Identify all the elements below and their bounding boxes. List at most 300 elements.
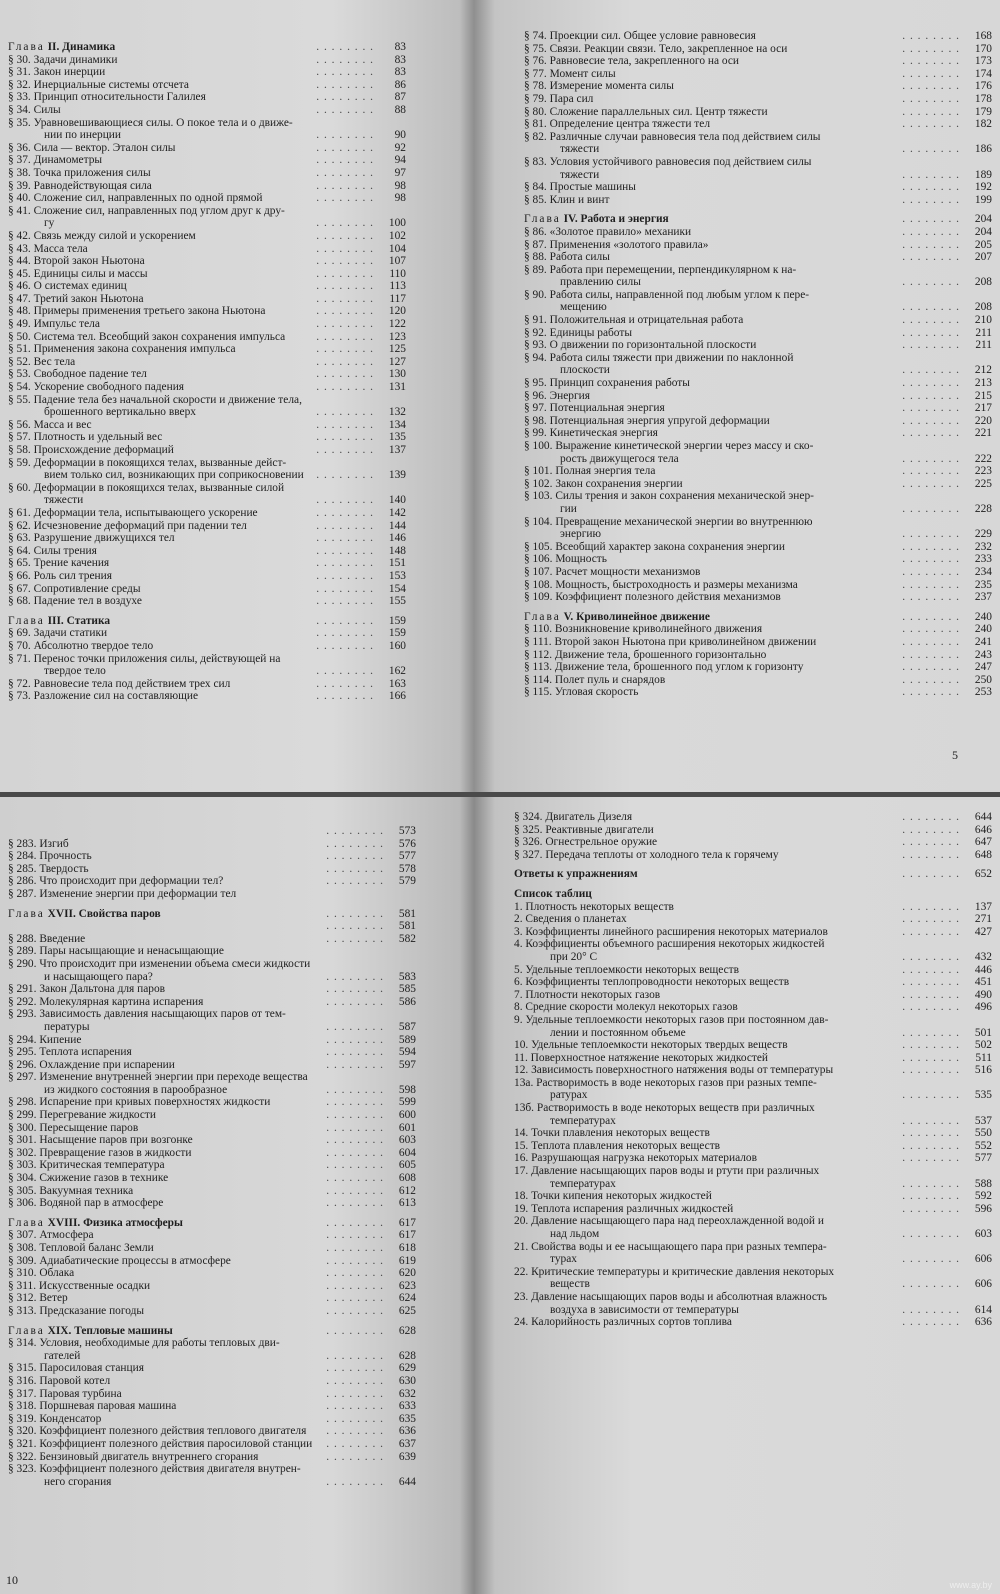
toc-entry bbox=[8, 419, 406, 432]
toc-entry bbox=[514, 836, 992, 849]
toc-entry bbox=[514, 1241, 992, 1254]
page-ref: 241 bbox=[974, 635, 992, 648]
toc-entry bbox=[524, 251, 992, 264]
toc-entry bbox=[514, 976, 992, 989]
entry-title: при 20° С bbox=[550, 950, 598, 963]
entry-title: § 87. Применения «золотого правила» bbox=[524, 238, 709, 251]
entry-title: Ответы к упражнениям bbox=[514, 868, 638, 881]
entry-title: § 59. Деформации в покоящихся телах, вызванные дейст- bbox=[8, 456, 287, 469]
entry-title: § 62. Исчезновение деформаций при падении тел bbox=[8, 519, 247, 532]
dot-leader: . . . . . . . . bbox=[326, 1172, 384, 1185]
page-ref: 90 bbox=[394, 129, 406, 142]
toc-entry bbox=[8, 1400, 416, 1413]
dot-leader: . . . . . . . . bbox=[316, 91, 374, 104]
page-ref: 628 bbox=[398, 1324, 416, 1337]
dot-leader: . . . . . . . . bbox=[316, 444, 374, 456]
toc-entry bbox=[8, 230, 406, 243]
page-ref: 617 bbox=[398, 1216, 416, 1229]
toc-entry bbox=[514, 1064, 992, 1077]
dot-leader: . . . . . . . . bbox=[902, 1190, 960, 1203]
dot-leader: . . . . . . . . bbox=[902, 1278, 960, 1291]
entry-title: § 52. Вес тела bbox=[8, 355, 76, 368]
page-ref: 83 bbox=[394, 53, 406, 66]
entry-title: правлению силы bbox=[560, 276, 641, 289]
entry-title: § 79. Пара сил bbox=[524, 92, 594, 105]
entry-title: § 38. Точка приложения силы bbox=[8, 166, 151, 179]
entry-title: § 88. Работа силы bbox=[524, 251, 610, 264]
page-ref: 155 bbox=[388, 595, 406, 608]
toc-entry bbox=[514, 1115, 992, 1128]
entry-title: § 41. Сложение сил, направленных под углом друг к дру- bbox=[8, 204, 285, 217]
toc-entry bbox=[8, 180, 406, 193]
entry-title: плоскости bbox=[560, 364, 610, 377]
toc-entry bbox=[524, 93, 992, 106]
dot-leader: . . . . . . . . bbox=[316, 665, 374, 678]
entry-title: § 30. Задачи динамики bbox=[8, 53, 118, 66]
entry-title: § 96. Энергия bbox=[524, 389, 591, 402]
entry-title: § 74. Проекции сил. Общее условие равновесия bbox=[524, 30, 756, 42]
dot-leader: . . . . . . . . bbox=[902, 1064, 960, 1077]
toc-list bbox=[8, 34, 406, 703]
entry-title: § 56. Масса и вес bbox=[8, 418, 92, 431]
dot-leader: . . . . . . . . bbox=[316, 595, 374, 608]
dot-leader: . . . . . . . . bbox=[902, 1051, 960, 1064]
entry-title: § 285. Твердость bbox=[8, 862, 89, 875]
toc-entry bbox=[8, 1425, 416, 1438]
toc-entry bbox=[524, 490, 992, 503]
dot-leader: . . . . . . . . bbox=[902, 1202, 960, 1215]
dot-leader: . . . . . . . . bbox=[902, 213, 960, 226]
toc-entry bbox=[8, 1476, 416, 1489]
toc-entry bbox=[8, 469, 406, 482]
entry-title: § 108. Мощность, быстроходность и размеры механизма bbox=[524, 578, 798, 591]
entry-title: § 314. Условия, необходимые для работы тепловых дви- bbox=[8, 1337, 280, 1350]
dot-leader: . . . . . . . . bbox=[326, 920, 384, 933]
dot-leader: . . . . . . . . bbox=[326, 1450, 384, 1463]
dot-leader: . . . . . . . . bbox=[326, 1159, 384, 1172]
page-ref: 624 bbox=[398, 1292, 416, 1305]
page-ref: 598 bbox=[398, 1083, 416, 1096]
entry-title: § 295. Теплота испарения bbox=[8, 1046, 132, 1059]
page-ref: 204 bbox=[974, 213, 992, 226]
entry-title: § 304. Сжижение газов в технике bbox=[8, 1172, 169, 1185]
chapter-heading bbox=[8, 615, 406, 628]
dot-leader: . . . . . . . . bbox=[902, 30, 960, 42]
entry-title: § 322. Бензиновый двигатель внутреннего сгорания bbox=[8, 1450, 259, 1463]
toc-entry bbox=[524, 106, 992, 119]
entry-title: § 319. Конденсатор bbox=[8, 1412, 102, 1425]
toc-entry bbox=[524, 402, 992, 415]
dot-leader: . . . . . . . . bbox=[902, 193, 960, 206]
page-ref: 83 bbox=[394, 41, 406, 53]
toc-entry bbox=[8, 640, 406, 653]
chapter-title: XVII. Свойства паров bbox=[47, 907, 161, 920]
entry-title: 2. Сведения о планетах bbox=[514, 913, 627, 926]
page-ref: 581 bbox=[398, 907, 416, 920]
page-ref: 644 bbox=[398, 1475, 416, 1488]
toc-list bbox=[524, 30, 992, 699]
entry-title: § 288. Введение bbox=[8, 932, 86, 945]
page-ref: 146 bbox=[388, 532, 406, 545]
dot-leader: . . . . . . . . bbox=[902, 1089, 960, 1102]
toc-entry bbox=[8, 678, 406, 691]
toc-entry bbox=[524, 541, 992, 554]
entry-title: § 45. Единицы силы и массы bbox=[8, 267, 148, 280]
entry-title bbox=[8, 1325, 173, 1338]
dot-leader: . . . . . . . . bbox=[316, 406, 374, 419]
entry-title: § 75. Связи. Реакции связи. Тело, закрепленное на оси bbox=[524, 42, 788, 55]
dot-leader: . . . . . . . . bbox=[316, 418, 374, 431]
toc-page-bottom-left bbox=[0, 797, 474, 1594]
dot-leader: . . . . . . . . bbox=[902, 1316, 960, 1329]
dot-leader: . . . . . . . . bbox=[326, 875, 384, 888]
page-ref: 98 bbox=[394, 192, 406, 205]
page-ref: 102 bbox=[388, 229, 406, 242]
entry-title: § 114. Полет пуль и снарядов bbox=[524, 673, 666, 686]
dot-leader: . . . . . . . . bbox=[326, 1216, 384, 1229]
toc-entry bbox=[8, 996, 416, 1009]
toc-entry bbox=[8, 457, 406, 470]
page-ref: 612 bbox=[398, 1184, 416, 1197]
toc-entry bbox=[514, 824, 992, 837]
dot-leader: . . . . . . . . bbox=[902, 610, 960, 623]
toc-entry bbox=[524, 55, 992, 68]
dot-leader: . . . . . . . . bbox=[902, 963, 960, 976]
entry-title: § 55. Падение тела без начальной скорости и движение тела, bbox=[8, 393, 302, 406]
entry-title: 10. Удельные теплоемкости некоторых твердых веществ bbox=[514, 1039, 788, 1052]
entry-title bbox=[8, 41, 115, 54]
entry-title: § 109. Коэффициент полезного действия механизмов bbox=[524, 591, 781, 604]
entry-title: ратурах bbox=[550, 1089, 588, 1102]
page-ref: 604 bbox=[398, 1146, 416, 1159]
toc-entry bbox=[8, 507, 406, 520]
toc-entry bbox=[524, 377, 992, 390]
dot-leader: . . . . . . . . bbox=[326, 1279, 384, 1292]
dot-leader: . . . . . . . . bbox=[316, 519, 374, 532]
toc-entry bbox=[8, 368, 406, 381]
entry-title bbox=[8, 1217, 183, 1230]
page-ref: 229 bbox=[974, 528, 992, 541]
toc-entry bbox=[8, 142, 406, 155]
toc-entry bbox=[514, 901, 992, 914]
toc-entry bbox=[8, 205, 406, 218]
toc-entry bbox=[8, 1034, 416, 1047]
toc-entry bbox=[514, 1203, 992, 1216]
dot-leader: . . . . . . . . bbox=[902, 364, 960, 377]
toc-entry bbox=[524, 194, 992, 207]
entry-title: § 31. Закон инерции bbox=[8, 66, 106, 79]
dot-leader: . . . . . . . . bbox=[326, 1387, 384, 1400]
page-ref: 451 bbox=[974, 976, 992, 989]
entry-title: нии по инерции bbox=[44, 129, 122, 142]
dot-leader: . . . . . . . . bbox=[902, 80, 960, 93]
toc-entry bbox=[524, 264, 992, 277]
toc-entry bbox=[524, 181, 992, 194]
chapter-heading bbox=[524, 213, 992, 226]
entry-title: § 42. Связь между силой и ускорением bbox=[8, 229, 196, 242]
entry-title: температурах bbox=[550, 1114, 616, 1127]
entry-title: § 305. Вакуумная техника bbox=[8, 1184, 134, 1197]
toc-entry bbox=[8, 1375, 416, 1388]
page-ref: 211 bbox=[975, 339, 992, 352]
page-ref: 83 bbox=[394, 66, 406, 79]
page-ref: 192 bbox=[974, 181, 992, 194]
entry-title: § 34. Силы bbox=[8, 103, 61, 116]
toc-entry bbox=[514, 1165, 992, 1178]
toc-entry bbox=[8, 1292, 416, 1305]
toc-entry bbox=[8, 532, 406, 545]
dot-leader: . . . . . . . . bbox=[316, 494, 374, 507]
dot-leader: . . . . . . . . bbox=[316, 141, 374, 154]
page-ref: 204 bbox=[974, 225, 992, 238]
dot-leader: . . . . . . . . bbox=[902, 105, 960, 118]
toc-entry bbox=[514, 1102, 992, 1115]
toc-entry bbox=[8, 243, 406, 256]
dot-leader: . . . . . . . . bbox=[316, 627, 374, 640]
page-ref: 199 bbox=[974, 193, 992, 206]
dot-leader: . . . . . . . . bbox=[902, 414, 960, 427]
page-ref: 646 bbox=[974, 823, 992, 836]
dot-leader: . . . . . . . . bbox=[316, 305, 374, 318]
page-ref: 223 bbox=[974, 465, 992, 478]
entry-title: § 98. Потенциальная энергия упругой деформации bbox=[524, 414, 770, 427]
page-ref: 173 bbox=[974, 55, 992, 68]
toc-entry bbox=[8, 1084, 416, 1097]
dot-leader: . . . . . . . . bbox=[316, 532, 374, 545]
page-ref: 208 bbox=[974, 276, 992, 289]
page-ref: 636 bbox=[398, 1425, 416, 1438]
dot-leader: . . . . . . . . bbox=[326, 1229, 384, 1242]
page-ref: 240 bbox=[974, 610, 992, 623]
entry-title: Список таблиц bbox=[514, 887, 592, 900]
entry-title: § 291. Закон Дальтона для паров bbox=[8, 983, 166, 996]
page-ref: 151 bbox=[388, 557, 406, 570]
entry-title: 15. Теплота плавления некоторых веществ bbox=[514, 1139, 721, 1152]
entry-title: § 297. Изменение внутренней энергии при переходе вещества bbox=[8, 1071, 308, 1084]
page-ref: 220 bbox=[974, 414, 992, 427]
entry-title: § 33. Принцип относительности Галилея bbox=[8, 91, 206, 104]
entry-title: § 299. Перегревание жидкости bbox=[8, 1109, 156, 1122]
entry-title: 12. Зависимость поверхностного натяжения воды от температуры bbox=[514, 1064, 834, 1077]
entry-title: § 40. Сложение сил, направленных по одной прямой bbox=[8, 192, 263, 205]
entry-title: тяжести bbox=[560, 168, 600, 181]
toc-entry bbox=[8, 1096, 416, 1109]
toc-entry bbox=[8, 1185, 416, 1198]
page-ref: 162 bbox=[388, 665, 406, 678]
dot-leader: . . . . . . . . bbox=[902, 553, 960, 566]
toc-entry bbox=[8, 381, 406, 394]
entry-title: § 101. Полная энергия тела bbox=[524, 465, 656, 478]
page-ref: 210 bbox=[974, 314, 992, 327]
dot-leader: . . . . . . . . bbox=[316, 53, 374, 66]
page-ref: 132 bbox=[388, 406, 406, 419]
entry-title: 9. Удельные теплоемкости некоторых газов при постоянном дав- bbox=[514, 1013, 829, 1026]
page-ref: 613 bbox=[398, 1197, 416, 1210]
entry-title: тяжести bbox=[560, 143, 600, 156]
toc-entry bbox=[8, 690, 406, 703]
page-ref: 168 bbox=[974, 30, 992, 42]
dot-leader: . . . . . . . . bbox=[902, 389, 960, 402]
dot-leader: . . . . . . . . bbox=[316, 166, 374, 179]
page-ref: 86 bbox=[394, 78, 406, 91]
page-ref: 630 bbox=[398, 1374, 416, 1387]
page-ref: 633 bbox=[398, 1400, 416, 1413]
entry-title: § 289. Пары насыщающие и ненасыщающие bbox=[8, 945, 224, 958]
toc-entry bbox=[524, 327, 992, 340]
page-ref: 189 bbox=[974, 168, 992, 181]
entry-title: него сгорания bbox=[44, 1475, 112, 1488]
page-ref: 163 bbox=[388, 677, 406, 690]
toc-entry bbox=[8, 945, 416, 958]
toc-entry bbox=[524, 674, 992, 687]
dot-leader: . . . . . . . . bbox=[902, 301, 960, 314]
dot-leader: . . . . . . . . bbox=[316, 242, 374, 255]
entry-title: § 65. Трение качения bbox=[8, 557, 110, 570]
page-ref: 137 bbox=[388, 444, 406, 456]
dot-leader: . . . . . . . . bbox=[316, 582, 374, 595]
dot-leader: . . . . . . . . bbox=[902, 92, 960, 105]
page-ref: 131 bbox=[388, 381, 406, 394]
entry-title: § 310. Облака bbox=[8, 1267, 75, 1280]
dot-leader: . . . . . . . . bbox=[902, 452, 960, 465]
dot-leader: . . . . . . . . bbox=[902, 591, 960, 604]
page-ref: 97 bbox=[394, 166, 406, 179]
toc-list bbox=[514, 811, 992, 1329]
entry-title: § 313. Предсказание погоды bbox=[8, 1304, 145, 1317]
entry-title: и насыщающего пара? bbox=[44, 970, 153, 983]
page-ref: 144 bbox=[388, 519, 406, 532]
dot-leader: . . . . . . . . bbox=[902, 950, 960, 963]
entry-title: § 103. Силы трения и закон сохранения механической энер- bbox=[524, 490, 814, 503]
chapter-label: Глава bbox=[8, 1324, 45, 1337]
page-ref: 222 bbox=[974, 452, 992, 465]
page-ref: 614 bbox=[974, 1303, 992, 1316]
entry-title: § 43. Масса тела bbox=[8, 242, 88, 255]
dot-leader: . . . . . . . . bbox=[326, 1033, 384, 1046]
entry-title: § 308. Тепловой баланс Земли bbox=[8, 1242, 154, 1254]
chapter-title: III. Статика bbox=[47, 614, 111, 627]
entry-title: § 66. Роль сил трения bbox=[8, 569, 112, 582]
entry-title: § 307. Атмосфера bbox=[8, 1229, 94, 1242]
entry-title: § 54. Ускорение свободного падения bbox=[8, 381, 185, 394]
dot-leader: . . . . . . . . bbox=[326, 1184, 384, 1197]
toc-entry bbox=[8, 825, 416, 838]
page-ref: 629 bbox=[398, 1362, 416, 1375]
dot-leader: . . . . . . . . bbox=[326, 983, 384, 996]
entry-title: 19. Теплота испарения различных жидкостей bbox=[514, 1202, 734, 1215]
entry-title: § 301. Насыщение паров при возгонке bbox=[8, 1134, 193, 1147]
entry-title: § 321. Коэффициент полезного действия паросиловой станции bbox=[8, 1437, 313, 1450]
page-ref: 215 bbox=[974, 389, 992, 402]
page-ref: 628 bbox=[398, 1349, 416, 1362]
entry-title: § 78. Измерение момента силы bbox=[524, 80, 674, 93]
entry-title: § 283. Изгиб bbox=[8, 837, 69, 850]
dot-leader: . . . . . . . . bbox=[316, 217, 374, 230]
entry-title: 23. Давление насыщающих паров воды и абсолютная влажность bbox=[514, 1290, 828, 1303]
page-ref: 490 bbox=[974, 988, 992, 1001]
entry-title: § 72. Равновесие тела под действием трех сил bbox=[8, 677, 231, 690]
toc-list bbox=[8, 825, 416, 1488]
toc-entry bbox=[514, 989, 992, 1002]
toc-entry bbox=[524, 364, 992, 377]
dot-leader: . . . . . . . . bbox=[326, 1254, 384, 1267]
dot-leader: . . . . . . . . bbox=[316, 280, 374, 293]
dot-leader: . . . . . . . . bbox=[902, 1026, 960, 1039]
dot-leader: . . . . . . . . bbox=[316, 229, 374, 242]
entry-title: § 298. Испарение при кривых поверхностях жидкости bbox=[8, 1096, 271, 1109]
entry-title: § 95. Принцип сохранения работы bbox=[524, 377, 690, 390]
dot-leader: . . . . . . . . bbox=[902, 276, 960, 289]
page-ref: 212 bbox=[974, 364, 992, 377]
dot-leader: . . . . . . . . bbox=[902, 225, 960, 238]
entry-title: § 110. Возникновение криволинейного движения bbox=[524, 623, 763, 636]
toc-entry bbox=[514, 1266, 992, 1279]
page-ref: 608 bbox=[398, 1172, 416, 1185]
toc-entry bbox=[514, 1253, 992, 1266]
dot-leader: . . . . . . . . bbox=[316, 129, 374, 142]
dot-leader: . . . . . . . . bbox=[902, 578, 960, 591]
entry-title: 22. Критические температуры и критические давления некоторых bbox=[514, 1265, 835, 1278]
dot-leader: . . . . . . . . bbox=[326, 1046, 384, 1059]
entry-title: § 84. Простые машины bbox=[524, 181, 636, 194]
toc-entry bbox=[514, 1190, 992, 1203]
dot-leader: . . . . . . . . bbox=[902, 143, 960, 156]
page-ref: 605 bbox=[398, 1159, 416, 1172]
entry-title: твердое тело bbox=[44, 665, 106, 678]
toc-entry bbox=[524, 528, 992, 541]
page-ref: 585 bbox=[398, 983, 416, 996]
toc-page-top-right bbox=[474, 0, 1000, 792]
toc-entry bbox=[514, 1228, 992, 1241]
page-ref: 221 bbox=[974, 427, 992, 440]
toc-entry bbox=[514, 849, 992, 862]
entry-title bbox=[8, 615, 110, 628]
page-ref: 637 bbox=[398, 1437, 416, 1450]
page-ref: 589 bbox=[398, 1033, 416, 1046]
toc-entry bbox=[8, 1134, 416, 1147]
entry-title: 1. Плотность некоторых веществ bbox=[514, 900, 674, 913]
page-ref: 271 bbox=[974, 913, 992, 926]
toc-entry bbox=[8, 1242, 416, 1255]
toc-entry bbox=[8, 838, 416, 851]
section-heading bbox=[514, 888, 992, 901]
dot-leader: . . . . . . . . bbox=[902, 377, 960, 390]
entry-title: § 112. Движение тела, брошенного горизонтально bbox=[524, 648, 767, 661]
toc-entry bbox=[8, 983, 416, 996]
toc-entry bbox=[524, 465, 992, 478]
toc-entry bbox=[8, 268, 406, 281]
chapter-heading bbox=[8, 1217, 416, 1230]
page-ref: 135 bbox=[388, 431, 406, 444]
page-ref: 94 bbox=[394, 154, 406, 167]
toc-entry bbox=[8, 888, 416, 901]
dot-leader: . . . . . . . . bbox=[326, 1058, 384, 1071]
chapter-title: V. Криволинейное движение bbox=[563, 610, 710, 623]
page-ref: 213 bbox=[974, 377, 992, 390]
dot-leader: . . . . . . . . bbox=[326, 825, 384, 837]
page-ref: 599 bbox=[398, 1096, 416, 1109]
toc-entry bbox=[524, 661, 992, 674]
entry-title: энергию bbox=[560, 528, 602, 541]
entry-title: 7. Плотности некоторых газов bbox=[514, 988, 661, 1001]
page-ref: 92 bbox=[394, 141, 406, 154]
dot-leader: . . . . . . . . bbox=[326, 932, 384, 945]
toc-entry bbox=[8, 1337, 416, 1350]
toc-entry bbox=[8, 583, 406, 596]
entry-title: § 316. Паровой котел bbox=[8, 1374, 111, 1387]
page-ref: 243 bbox=[974, 648, 992, 661]
toc-entry bbox=[8, 570, 406, 583]
